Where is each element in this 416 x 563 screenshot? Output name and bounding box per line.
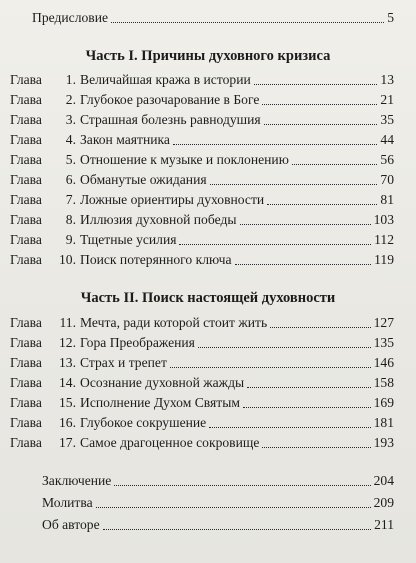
dot-leader: [262, 436, 370, 448]
page-number: 112: [374, 232, 394, 247]
chapter-label: Глава: [10, 92, 42, 107]
toc-entry-conclusion: [42, 471, 394, 491]
entry-title: Предисловие: [32, 10, 109, 25]
chapter-label: Глава: [10, 335, 42, 350]
toc-entry-about-author: [42, 515, 394, 535]
chapter-label: Глава: [10, 315, 42, 330]
chapter-number: 13.: [59, 355, 76, 370]
toc-entry-chapter: [10, 190, 394, 210]
part-heading: Часть II. Поиск настоящей духовности: [80, 290, 336, 306]
page-number: 21: [380, 92, 394, 107]
chapter-title: Глубокое сокрушение: [80, 415, 207, 430]
chapter-title: Страх и трепет: [80, 355, 167, 370]
toc-entry-chapter: [10, 250, 394, 270]
page-number: 44: [380, 132, 394, 147]
chapter-title: Тщетные усилия: [80, 232, 177, 247]
chapter-number: 4.: [65, 132, 76, 147]
toc-entry-chapter: [10, 130, 394, 150]
page-number: 35: [380, 112, 394, 127]
chapter-title: Ложные ориентиры духовности: [80, 192, 265, 207]
toc-entry-preface: [32, 8, 394, 28]
page-number: 13: [380, 72, 394, 87]
chapter-title: Поиск потерянного ключа: [80, 252, 232, 267]
dot-leader: [210, 173, 378, 185]
chapter-label: Глава: [10, 192, 42, 207]
chapter-label: Глава: [10, 132, 42, 147]
chapter-label: Глава: [10, 152, 42, 167]
page-number: 81: [380, 192, 394, 207]
dot-leader: [254, 73, 378, 85]
chapter-title: Иллюзия духовной победы: [80, 212, 237, 227]
toc-entry-chapter: [10, 170, 394, 190]
dot-leader: [103, 518, 371, 530]
dot-leader: [247, 376, 370, 388]
chapter-label: Глава: [10, 112, 42, 127]
toc-entry-prayer: [42, 493, 394, 513]
page-number: 5: [387, 10, 394, 25]
chapter-title: Исполнение Духом Святым: [80, 395, 240, 410]
toc-entry-chapter: [10, 373, 394, 393]
chapter-label: Глава: [10, 415, 42, 430]
chapter-number: 14.: [59, 375, 76, 390]
page-number: 127: [373, 315, 394, 330]
dot-leader: [235, 253, 372, 265]
dot-leader: [209, 416, 370, 428]
dot-leader: [198, 336, 371, 348]
chapter-label: Глава: [10, 72, 42, 87]
chapter-number: 5.: [65, 152, 76, 167]
toc-entry-chapter: [10, 333, 394, 353]
dot-leader: [240, 213, 371, 225]
chapter-label: Глава: [10, 232, 42, 247]
chapter-number: 7.: [65, 192, 76, 207]
chapter-title: Обманутые ожидания: [80, 172, 207, 187]
toc-entry-chapter: [10, 313, 394, 333]
chapter-title: Самое драгоценное сокровище: [80, 435, 260, 450]
dot-leader: [179, 233, 371, 245]
page-number: 211: [374, 517, 394, 532]
dot-leader: [114, 474, 370, 486]
page-number: 135: [373, 335, 394, 350]
page-number: 169: [373, 395, 394, 410]
dot-leader: [264, 113, 378, 125]
dot-leader: [262, 93, 377, 105]
dot-leader: [173, 133, 377, 145]
toc-entry-chapter: [10, 150, 394, 170]
chapter-number: 1.: [65, 72, 76, 87]
dot-leader: [243, 396, 371, 408]
entry-title: Молитва: [42, 495, 93, 510]
chapter-number: 9.: [65, 232, 76, 247]
dot-leader: [267, 193, 377, 205]
toc-entry-chapter: [10, 70, 394, 90]
page-number: 158: [373, 375, 394, 390]
toc-entry-chapter: [10, 413, 394, 433]
chapter-number: 12.: [59, 335, 76, 350]
chapter-number: 2.: [65, 92, 76, 107]
toc-entry-chapter: [10, 110, 394, 130]
toc-entry-chapter: [10, 230, 394, 250]
part-heading: Часть I. Причины духовного кризиса: [85, 48, 331, 64]
chapter-label: Глава: [10, 395, 42, 410]
chapter-number: 6.: [65, 172, 76, 187]
page-number: 119: [374, 252, 394, 267]
toc-entry-chapter: [10, 353, 394, 373]
chapter-number: 3.: [65, 112, 76, 127]
chapter-title: Страшная болезнь равнодушия: [80, 112, 261, 127]
chapter-label: Глава: [10, 375, 42, 390]
toc-entry-chapter: [10, 433, 394, 453]
dot-leader: [292, 153, 378, 165]
toc-entry-chapter: [10, 393, 394, 413]
chapter-number: 15.: [59, 395, 76, 410]
chapter-title: Гора Преображения: [80, 335, 195, 350]
chapter-title: Величайшая кража в истории: [80, 72, 251, 87]
toc-entry-chapter: [10, 210, 394, 230]
page-number: 204: [373, 473, 394, 488]
dot-leader: [111, 11, 384, 23]
chapter-title: Отношение к музыке и поклонению: [80, 152, 289, 167]
chapter-label: Глава: [10, 212, 42, 227]
chapter-label: Глава: [10, 355, 42, 370]
chapter-number: 10.: [59, 252, 76, 267]
chapter-number: 16.: [59, 415, 76, 430]
page-number: 146: [373, 355, 394, 370]
chapter-number: 11.: [59, 315, 76, 330]
page-number: 70: [380, 172, 394, 187]
dot-leader: [170, 356, 371, 368]
chapter-title: Мечта, ради которой стоит жить: [80, 315, 268, 330]
chapter-number: 17.: [59, 435, 76, 450]
chapter-title: Глубокое разочарование в Боге: [80, 92, 260, 107]
dot-leader: [96, 496, 371, 508]
chapter-number: 8.: [65, 212, 76, 227]
chapter-label: Глава: [10, 172, 42, 187]
entry-title: Об авторе: [42, 517, 100, 532]
page-number: 56: [380, 152, 394, 167]
toc-entry-chapter: [10, 90, 394, 110]
entry-title: Заключение: [42, 473, 112, 488]
page-number: 103: [373, 212, 394, 227]
page-number: 209: [373, 495, 394, 510]
page-number: 193: [373, 435, 394, 450]
chapter-title: Закон маятника: [80, 132, 170, 147]
chapter-title: Осознание духовной жажды: [80, 375, 245, 390]
page-number: 181: [373, 415, 394, 430]
chapter-label: Глава: [10, 435, 42, 450]
chapter-label: Глава: [10, 252, 42, 267]
dot-leader: [270, 316, 370, 328]
